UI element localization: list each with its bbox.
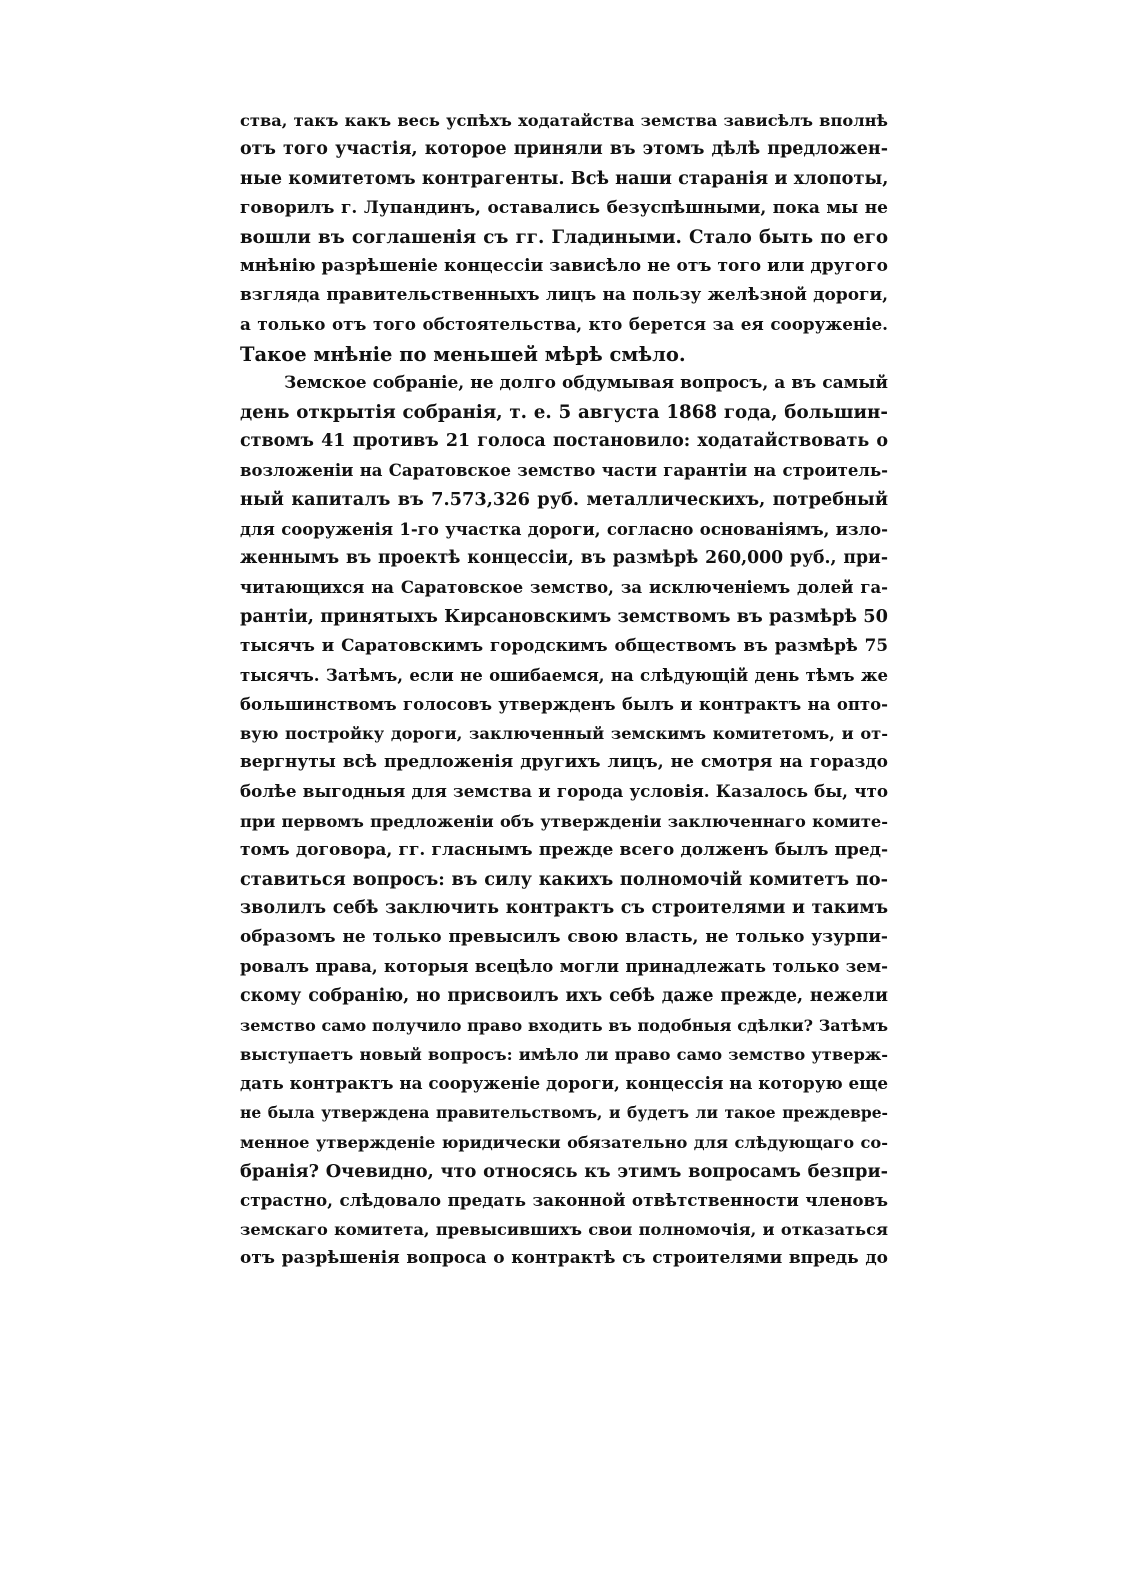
text-line: вергнуты всѣ предложенія другихъ лицъ, не смотря на гораздо [240,752,888,773]
text-line: вую постройку дороги, заключенный земскимъ комитетомъ, и от- [240,723,888,743]
text-line: томъ договора, гг. гласнымъ прежде всего долженъ былъ пред- [240,839,888,860]
text-line: возложеніи на Саратовское земство части гарантіи на строитель- [240,461,888,481]
text-line: тысячъ и Саратовскимъ городскимъ обществомъ въ размѣрѣ 75 [240,635,888,656]
paragraph-end-line: Такое мнѣніе по меньшей мѣрѣ смѣло. [240,342,686,366]
text-line: ставиться вопросъ: въ силу какихъ полномочій комитетъ по- [240,868,888,890]
text-line: не была утверждена правительствомъ, и будетъ ли такое преждевре- [240,1103,888,1123]
text-line: для сооруженія 1-го участка дороги, согласно основаніямъ, изло- [240,519,888,539]
text-line: читающихся на Саратовское земство, за исключеніемъ долей га- [240,578,888,597]
text-line: день открытія собранія, т. е. 5 августа 1868 года, большин- [240,401,888,423]
text-line: страстно, слѣдовало предать законной отвѣтственности членовъ [240,1189,888,1210]
text-line: ный капиталъ въ 7.573,326 руб. металлическихъ, потребный [240,489,888,511]
text-line: а только отъ того обстоятельства, кто берется за ея сооруженіе. [240,314,888,335]
text-line: ровалъ права, которыя всецѣло могли принадлежать только зем- [240,957,888,977]
text-line: скому собранію, но присвоилъ ихъ себѣ даже прежде, нежели [240,985,888,1006]
page-body-text [240,106,888,1274]
text-line: образомъ не только превысилъ свою власть, не только узурпи- [240,927,888,948]
text-line: дать контрактъ на сооруженіе дороги, концессія на которую еще [240,1073,888,1094]
text-line: при первомъ предложеніи объ утвержденіи заключеннаго комите- [240,811,888,831]
text-line: говорилъ г. Лупандинъ, оставались безуспѣшными, пока мы не [240,197,888,218]
text-line: мнѣнію разрѣшеніе концессіи зависѣло не отъ того или другого [240,255,888,276]
text-line: рантіи, принятыхъ Кирсановскимъ земствомъ въ размѣрѣ 50 [240,606,888,628]
text-line: вошли въ соглашенія съ гг. Гладиными. Стало быть по его [240,226,888,248]
text-line: ствомъ 41 противъ 21 голоса постановило: ходатайствовать о [240,431,888,452]
text-line: зволилъ себѣ заключить контрактъ съ строителями и такимъ [240,898,888,919]
text-line: бранія? Очевидно, что относясь къ этимъ вопросамъ безпри- [240,1160,888,1182]
text-line: женнымъ въ проектѣ концессіи, въ размѣрѣ 260,000 руб., при- [240,547,888,568]
text-line: земскаго комитета, превысившихъ свои полномочія, и отказаться [240,1220,888,1240]
text-line: менное утвержденіе юридически обязательно для слѣдующаго со- [240,1132,888,1152]
text-line: отъ разрѣшенія вопроса о контрактѣ съ строителями впредь до [240,1248,888,1269]
text-line: тысячъ. Затѣмъ, если не ошибаемся, на слѣдующій день тѣмъ же [240,665,888,685]
text-line: большинствомъ голосовъ утвержденъ былъ и контрактъ на опто- [240,694,888,714]
text-line: ства, такъ какъ весь успѣхъ ходатайства земства зависѣлъ вполнѣ [240,111,888,130]
paragraph-start-line: Земское собраніе, не долго обдумывая вопросъ, а въ самый [284,372,888,393]
text-line: взгляда правительственныхъ лицъ на пользу желѣзной дороги, [240,285,888,306]
text-line: ные комитетомъ контрагенты. Всѣ наши старанія и хлопоты, [240,168,889,190]
text-line: выступаетъ новый вопросъ: имѣло ли право само земство утверж- [240,1045,888,1064]
text-line: отъ того участія, которое приняли въ этомъ дѣлѣ предложен- [240,139,888,160]
text-line: болѣе выгодныя для земства и города условія. Казалось бы, что [240,781,888,802]
text-line: земство само получило право входить въ подобныя сдѣлки? Затѣмъ [240,1015,888,1035]
